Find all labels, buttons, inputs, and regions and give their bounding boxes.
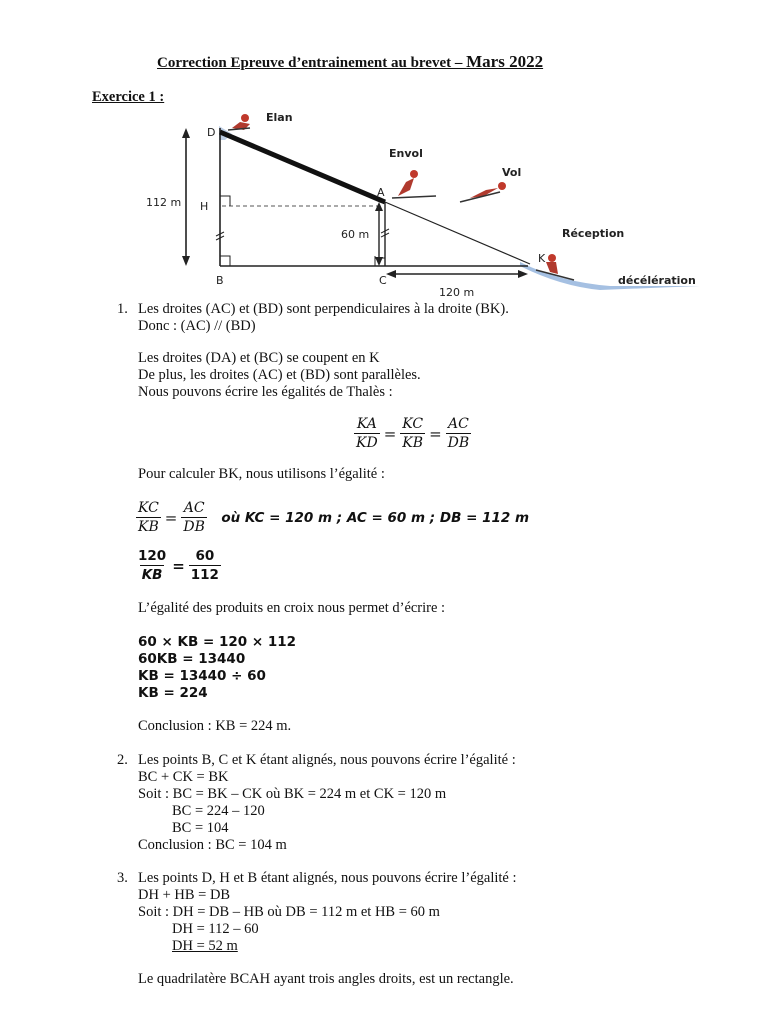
point-K: K	[538, 252, 546, 265]
dim-120: 120 m	[439, 286, 475, 299]
exercise-label: Exercice 1 :	[92, 89, 165, 105]
eq1-d1: KB	[138, 519, 159, 535]
q3-line1: Les points D, H et B étant alignés, nous pouvons écrire l’égalité :	[138, 870, 517, 886]
thales-d1: KD	[356, 435, 378, 451]
point-H: H	[200, 200, 209, 213]
q1-line3: Les droites (DA) et (BC) se coupent en K	[138, 350, 380, 366]
q1-conclusion: Conclusion : KB = 224 m.	[138, 718, 292, 734]
q1-line4: De plus, les droites (AC) et (BD) sont parallèles.	[138, 367, 421, 383]
q2-number: 2.	[117, 752, 128, 768]
eq2-d2: 112	[190, 567, 219, 583]
thales-n3: AC	[447, 416, 469, 432]
q2-line4: BC = 224 – 120	[172, 803, 265, 819]
q2-line1: Les points B, C et K étant alignés, nous pouvons écrire l’égalité :	[138, 752, 516, 768]
thales-d3: DB	[447, 435, 470, 451]
eq1-tail: où KC = 120 m ; AC = 60 m ; DB = 112 m	[221, 509, 530, 526]
q3-line2: DH + HB = DB	[138, 887, 231, 903]
eq1-n1: KC	[138, 500, 159, 516]
eq2-n1: 120	[138, 548, 167, 564]
point-A: A	[377, 186, 385, 199]
dim-112: 112 m	[146, 196, 182, 209]
eq2-n2: 60	[195, 548, 215, 564]
calc-intro: Pour calculer BK, nous utilisons l’égalité :	[138, 466, 385, 482]
thales-n1: KA	[356, 416, 377, 432]
jumper-envol-icon	[392, 170, 436, 198]
thales-d2: KB	[402, 435, 424, 451]
step-3: KB = 13440 ÷ 60	[138, 668, 266, 684]
step-4: KB = 224	[138, 685, 208, 701]
eq2-d1: KB	[141, 567, 163, 583]
label-deceleration: décélération	[618, 274, 696, 287]
point-C: C	[379, 274, 387, 287]
q2-line5: BC = 104	[172, 820, 229, 836]
q3-line4: DH = 112 – 60	[172, 921, 259, 937]
step-2: 60KB = 13440	[138, 651, 246, 667]
thales-n2: KC	[402, 416, 424, 432]
q3-line3: Soit : DH = DB – HB où DB = 112 m et HB = 60 m	[138, 904, 440, 920]
point-D: D	[207, 126, 216, 139]
label-elan: Elan	[266, 111, 293, 124]
equation-1: $\frac{KC}{KB}$ = $\frac{AC}{DB}$ où KC = 120 m ; AC = 60 m ; DB = 112 m	[138, 500, 530, 535]
label-vol: Vol	[502, 166, 522, 179]
point-B: B	[216, 274, 224, 287]
cross-intro: L’égalité des produits en croix nous permet d’écrire :	[138, 600, 446, 616]
q2-line6: Conclusion : BC = 104 m	[138, 837, 287, 853]
q2-line2: BC + CK = BK	[138, 769, 229, 785]
ski-jump-figure	[0, 0, 768, 310]
q3-line5: DH = 52 m	[172, 938, 238, 954]
q3-rect: Le quadrilatère BCAH ayant trois angles droits, est un rectangle.	[138, 971, 514, 987]
title-date: Mars 2022	[466, 52, 544, 71]
jumper-elan-icon	[228, 114, 250, 130]
q1-line1: Les droites (AC) et (BD) sont perpendiculaires à la droite (BK).	[138, 301, 509, 317]
step-1: 60 × KB = 120 × 112	[138, 634, 297, 650]
eq1-n2: AC	[183, 500, 205, 516]
title-main: Correction Epreuve d’entrainement au brevet –	[157, 55, 467, 71]
q1-line5: Nous pouvons écrire les égalités de Thalès :	[138, 384, 393, 400]
equation-2: $\frac{120}{KB}$ = $\frac{60}{112}$	[138, 548, 219, 583]
q1-number: 1.	[117, 301, 128, 317]
q3-number: 3.	[117, 870, 128, 886]
eq1-d2: DB	[183, 519, 205, 535]
dim-60: 60 m	[341, 228, 370, 241]
label-reception: Réception	[562, 227, 625, 240]
q2-line3: Soit : BC = BK – CK où BK = 224 m et CK = 120 m	[138, 786, 447, 802]
thales-equalities: $\frac{KA}{KD}$ = $\frac{KC}{KB}$ = $\frac{AC}{DB}$	[356, 416, 470, 451]
label-envol: Envol	[389, 147, 423, 160]
jumper-vol-icon	[460, 182, 506, 202]
q1-line2: Donc : (AC) // (BD)	[138, 318, 256, 334]
